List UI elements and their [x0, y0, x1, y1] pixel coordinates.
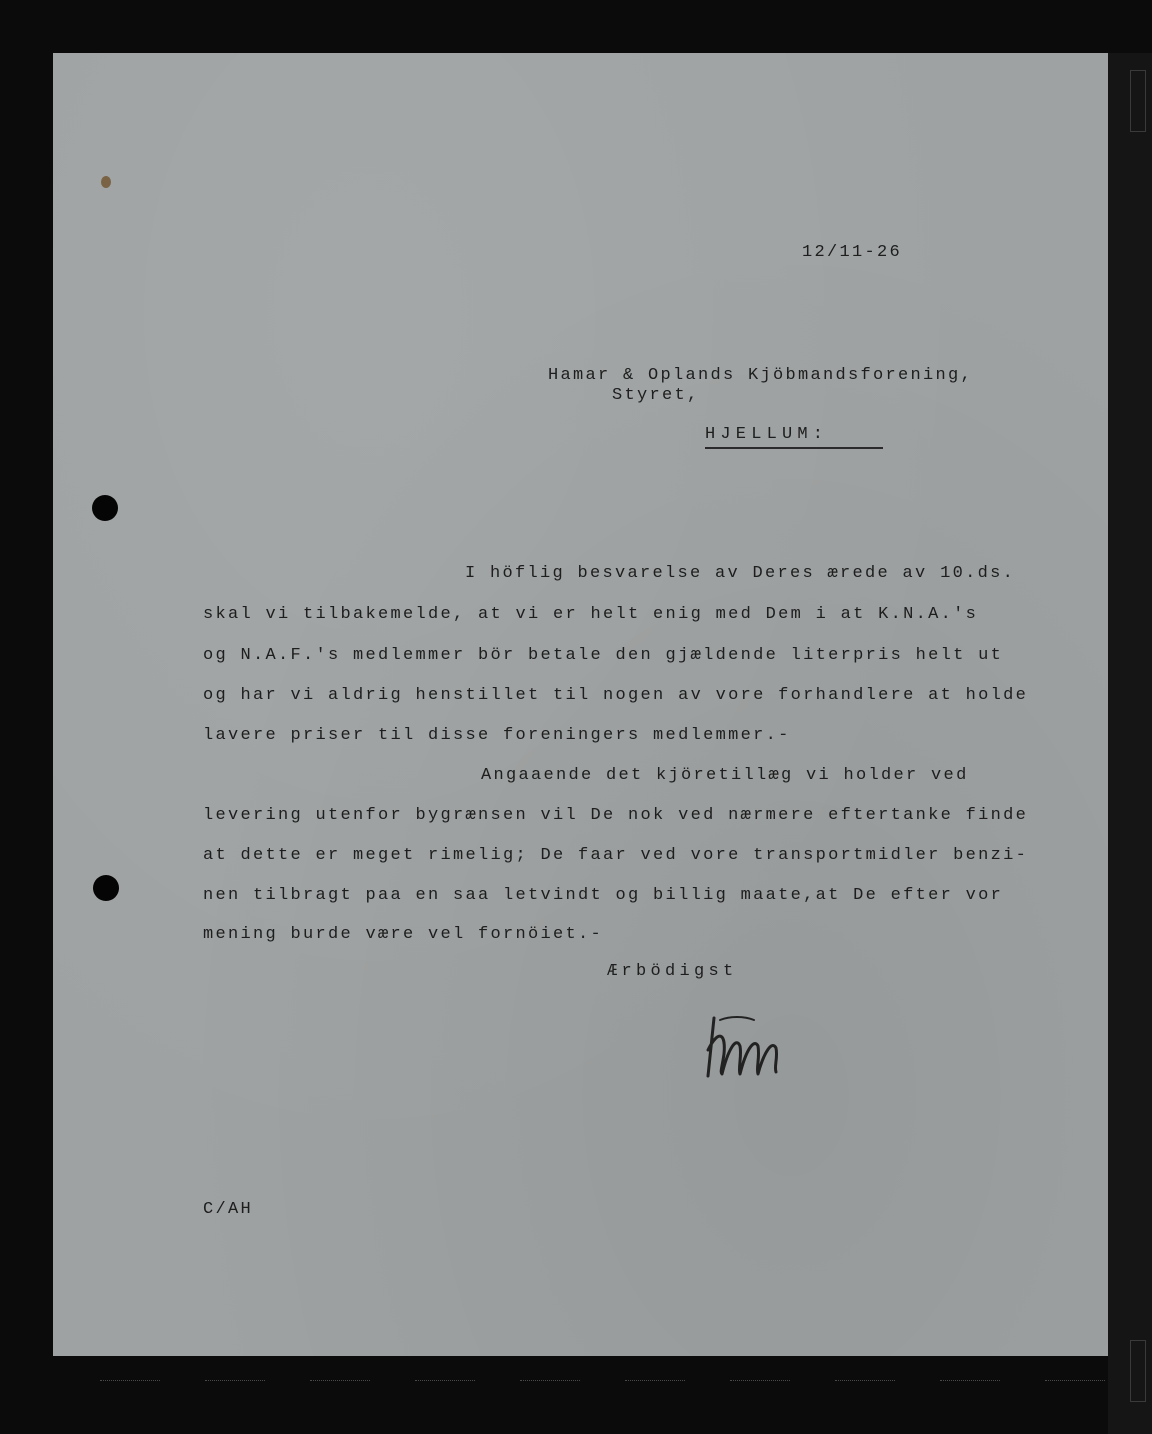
strip-mark	[100, 1380, 160, 1385]
body-line: skal vi tilbakemelde, at vi er helt enig med Dem i at K.N.A.'s	[203, 605, 979, 624]
body-line: og har vi aldrig henstillet til nogen av vore forhandlere at holde	[203, 686, 1029, 705]
strip-mark	[1045, 1380, 1105, 1385]
strip-mark	[730, 1380, 790, 1385]
strip-mark	[310, 1380, 370, 1385]
handwritten-signature	[700, 1010, 800, 1085]
recipient-city: HJELLUM:	[705, 425, 829, 444]
punch-hole	[92, 495, 118, 521]
body-line: levering utenfor bygrænsen vil De nok ved nærmere eftertanke finde	[203, 806, 1029, 825]
strip-mark	[205, 1380, 265, 1385]
strip-mark	[835, 1380, 895, 1385]
rust-spot	[101, 176, 111, 188]
scan-right-edge	[1108, 53, 1152, 1434]
strip-mark	[415, 1380, 475, 1385]
recipient-organization: Hamar & Oplands Kjöbmandsforening,	[548, 366, 974, 385]
punch-hole	[93, 875, 119, 901]
city-underline	[705, 447, 883, 449]
edge-tick	[1130, 70, 1146, 132]
body-line: lavere priser til disse foreningers medlemmer.-	[203, 726, 791, 745]
strip-mark	[520, 1380, 580, 1385]
letter-date: 12/11-26	[802, 243, 903, 262]
body-line: og N.A.F.'s medlemmer bör betale den gjældende literpris helt ut	[203, 646, 1004, 665]
typist-initials: C/AH	[203, 1200, 254, 1219]
strip-mark	[625, 1380, 685, 1385]
strip-mark	[940, 1380, 1000, 1385]
recipient-department: Styret,	[612, 386, 700, 405]
scan-bottom-strip	[100, 1380, 1110, 1390]
edge-tick	[1130, 1340, 1146, 1402]
body-line: mening burde være vel fornöiet.-	[203, 925, 604, 944]
body-line: nen tilbragt paa en saa letvindt og billig maate,at De efter vor	[203, 886, 1004, 905]
body-line: at dette er meget rimelig; De faar ved vore transportmidler benzi-	[203, 846, 1029, 865]
body-line: Angaaende det kjöretillæg vi holder ved	[481, 766, 969, 785]
closing: Ærbödigst	[607, 962, 738, 981]
body-line: I höflig besvarelse av Deres ærede av 10.ds.	[465, 564, 1016, 583]
